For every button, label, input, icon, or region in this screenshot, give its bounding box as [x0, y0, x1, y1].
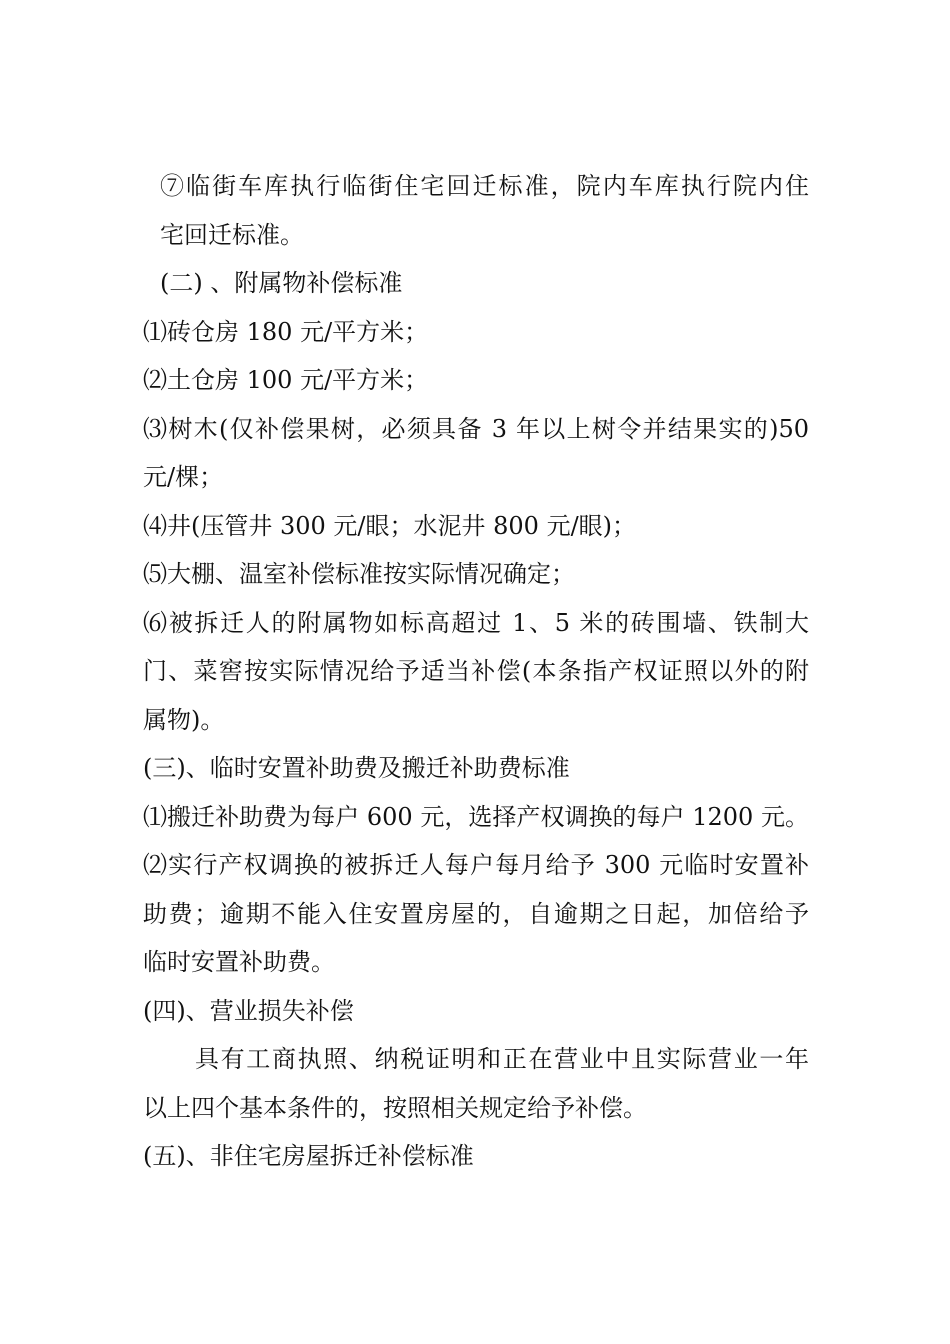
section-heading: (五)、非住宅房屋拆迁补偿标准 — [143, 1142, 474, 1170]
text-line: 属物)。 — [143, 705, 225, 734]
text-line: 门、菜窖按实际情况给予适当补偿(本条指产权证照以外的附 — [143, 657, 809, 685]
text-line: ⑶树木(仅补偿果树，必须具备 3 年以上树令并结果实的)50 — [143, 414, 809, 443]
document-body — [143, 162, 809, 1181]
text-line: ⑷井(压管井 300 元/眼；水泥井 800 元/眼)； — [143, 511, 637, 540]
text-line: ⑴砖仓房 180 元/平方米； — [143, 317, 429, 346]
text-line: 以上四个基本条件的，按照相关规定给予补偿。 — [143, 1093, 647, 1122]
text-line: ⑦临街车库执行临街住宅回迁标准，院内车库执行院内住 — [160, 172, 809, 200]
text-line: 临时安置补助费。 — [143, 948, 335, 976]
text-line: 元/棵； — [143, 463, 224, 491]
text-line: 具有工商执照、纳税证明和正在营业中且实际营业一年 — [195, 1045, 809, 1073]
section-heading: (三)、临时安置补助费及搬迁补助费标准 — [143, 754, 570, 782]
section-heading: (四)、营业损失补偿 — [143, 996, 354, 1025]
section-heading: (二) 、附属物补偿标准 — [160, 269, 403, 297]
text-line: ⑹被拆迁人的附属物如标高超过 1、5 米的砖围墙、铁制大 — [143, 608, 809, 637]
text-line: ⑴搬迁补助费为每户 600 元，选择产权调换的每户 1200 元。 — [143, 802, 809, 831]
text-line: ⑵实行产权调换的被拆迁人每户每月给予 300 元临时安置补 — [143, 851, 809, 879]
text-line: ⑸大棚、温室补偿标准按实际情况确定； — [143, 560, 575, 588]
text-line: ⑵土仓房 100 元/平方米； — [143, 366, 429, 394]
text-line: 宅回迁标准。 — [160, 220, 304, 249]
text-line: 助费；逾期不能入住安置房屋的，自逾期之日起，加倍给予 — [143, 899, 809, 928]
